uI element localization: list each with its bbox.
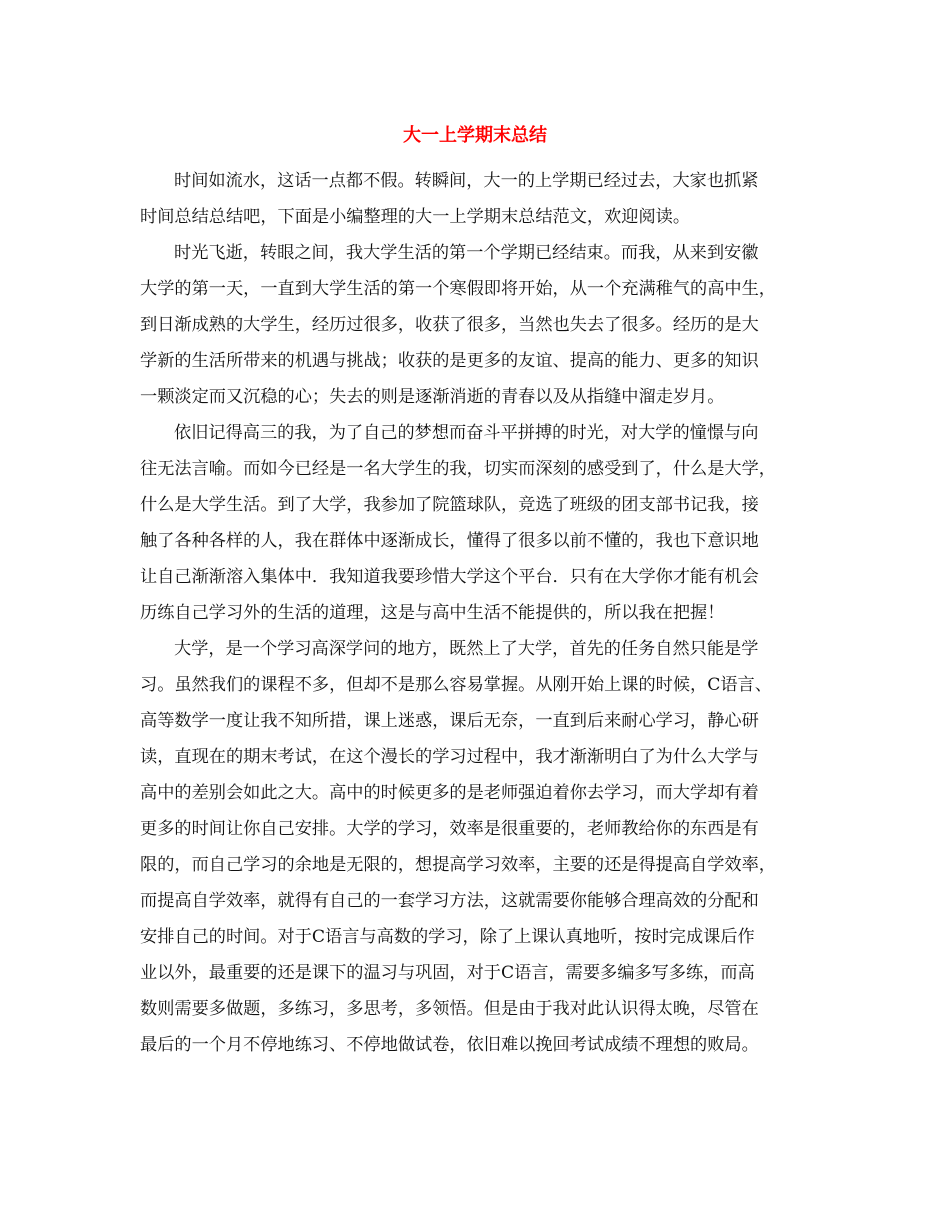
paragraph-line: 一颗淡定而又沉稳的心；失去的则是逐渐消逝的青春以及从指缝中溜走岁月。 [140,387,725,407]
paragraph-line: 高等数学一度让我不知所措，课上迷惑，课后无奈，一直到后来耐心学习，静心研 [140,711,759,731]
paragraph-line: 大学，是一个学习高深学问的地方，既然上了大学，首先的任务自然只能是学 [174,639,759,659]
paragraph-line: 依旧记得高三的我，为了自己的梦想而奋斗平拼搏的时光，对大学的憧憬与向 [174,423,759,443]
paragraph-line: 时间总结总结吧，下面是小编整理的大一上学期末总结范文，欢迎阅读。 [140,207,691,227]
paragraph-line: 什么是大学生活。到了大学，我参加了院篮球队，竞选了班级的团支部书记我，接 [140,495,759,515]
document-body [140,163,820,1063]
paragraph-line: 限的，而自己学习的余地是无限的，想提高学习效率，主要的还是得提高自学效率， [140,855,776,875]
paragraph-line: 大学的第一天，一直到大学生活的第一个寒假即将开始，从一个充满稚气的高中生， [140,279,776,299]
paragraph-line: 安排自己的时间。对于C语言与高数的学习，除了上课认真地听，按时完成课后作 [140,927,755,947]
paragraph-line: 业以外，最重要的还是课下的温习与巩固，对于C语言，需要多编多写多练，而高 [140,963,755,983]
paragraph-line: 学新的生活所带来的机遇与挑战；收获的是更多的友谊、提高的能力、更多的知识 [140,351,759,371]
paragraph-line: 更多的时间让你自己安排。大学的学习，效率是很重要的，老师教给你的东西是有 [140,819,759,839]
paragraph-line: 触了各种各样的人，我在群体中逐渐成长，懂得了很多以前不懂的，我也下意识地 [140,531,759,551]
paragraph-line: 数则需要多做题，多练习，多思考，多领悟。但是由于我对此认识得太晚，尽管在 [140,999,759,1019]
paragraph-line: 高中的差别会如此之大。高中的时候更多的是老师强迫着你去学习，而大学却有着 [140,783,759,803]
paragraph-line: 往无法言喻。而如今已经是一名大学生的我，切实而深刻的感受到了，什么是大学， [140,459,776,479]
paragraph-line: 而提高自学效率，就得有自己的一套学习方法，这就需要你能够合理高效的分配和 [140,891,759,911]
paragraph-line: 时间如流水，这话一点都不假。转瞬间，大一的上学期已经过去，大家也抓紧 [174,171,759,191]
paragraph-line: 读，直现在的期末考试，在这个漫长的学习过程中，我才渐渐明白了为什么大学与 [140,747,759,767]
paragraph-line: 让自己渐渐溶入集体中．我知道我要珍惜大学这个平台．只有在大学你才能有机会 [140,567,759,587]
paragraph-line: 历练自己学习外的生活的道理，这是与高中生活不能提供的，所以我在把握！ [140,603,725,623]
paragraph-line: 最后的一个月不停地练习、不停地做试卷，依旧难以挽回考试成绩不理想的败局。 [140,1035,759,1055]
paragraph-line: 时光飞逝，转眼之间，我大学生活的第一个学期已经结束。而我，从来到安徽 [174,243,759,263]
paragraph-line: 到日渐成熟的大学生，经历过很多，收获了很多，当然也失去了很多。经历的是大 [140,315,759,335]
document-title: 大一上学期末总结 [403,125,547,146]
paragraph-line: 习。虽然我们的课程不多，但却不是那么容易掌握。从刚开始上课的时候，C语言、 [140,675,772,695]
